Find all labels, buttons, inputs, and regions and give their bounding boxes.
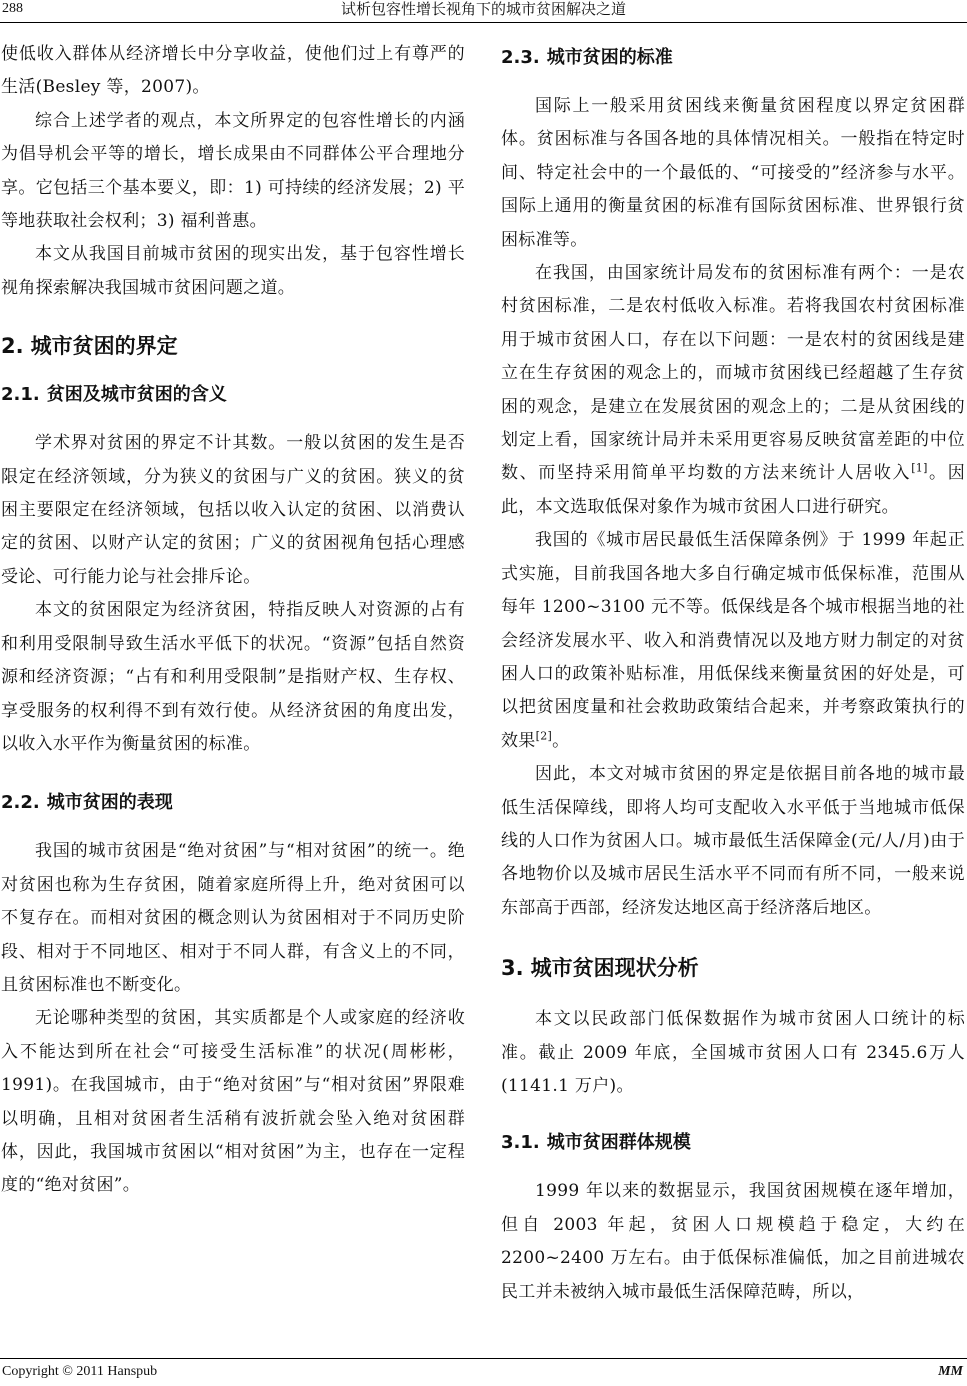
subsection-heading xyxy=(1,791,465,815)
subsection-number: 2.1. xyxy=(1,384,40,406)
subsection-title: 城市贫困群体规模 xyxy=(546,1132,691,1154)
subsection-title: 城市贫困的表现 xyxy=(46,792,173,814)
paragraph: 本文的贫困限定为经济贫困，特指反映人对资源的占有和利用受限制导致生活水平低下的状况。“资源”包括自然资源和经济资源；“占有和利用受限制”是指财产权、生存权、享受服务的权利得不到有效行使。从经济贫困的角度出发，以收入水平作为衡量贫困的标准。 xyxy=(1,600,465,754)
paragraph: 使低收入群体从经济增长中分享收益，使他们过上有尊严的生活(Besley 等，2007)。 xyxy=(1,44,465,98)
citation-ref: [1] xyxy=(911,461,928,475)
section-title: 城市贫困的界定 xyxy=(30,334,178,359)
paragraph-text: 在我国，由国家统计局发布的贫困标准有两个：一是农村贫困标准，二是农村低收入标准。若将我国农村贫困标准用于城市贫困人口，存在以下问题：一是农村的贫困线是建立在生存贫困的观念上的，而城市贫困线已经超越了生存贫困的观念，是建立在发展贫困的观念上的；二是从贫困线的划定上看，国家统计局并未采用更容易反映贫富差距的中位数、而坚持采用简单平均数的方法来统计人居收入 xyxy=(501,263,965,484)
section-number: 3. xyxy=(501,956,524,981)
left-column xyxy=(1,38,465,1203)
page-header xyxy=(0,0,967,23)
paragraph: 综合上述学者的观点，本文所界定的包容性增长的内涵为倡导机会平等的增长，增长成果由不同群体公平合理地分享。它包括三个基本要义，即：1) 可持续的经济发展；2) 平等地获取社会权利；3) 福利普惠。 xyxy=(1,110,465,232)
page-number: 288 xyxy=(2,1,23,16)
section-title: 城市贫困现状分析 xyxy=(530,956,699,981)
subsection-number: 2.2. xyxy=(1,792,40,814)
paragraph-text: 。因此，本文选取低保对象作为城市贫困人口进行研究。 xyxy=(501,463,965,517)
paragraph-text: 我国的《城市居民最低生活保障条例》于 1999 年起正式实施，目前我国各地大多自行确定城市低保标准，范围从每年 1200~3100 元不等。低保线是各个城市根据当地的社会经济发展水平、收入和消费情况以及地方财力制定的对贫困人口的政策补贴标准，用低保线来衡量贫困的好处是，可以把贫困度量和社会救助政策结合起来，并考察政策执行的效果 xyxy=(501,530,965,751)
citation-ref: [2] xyxy=(535,729,553,743)
subsection-title: 城市贫困的标准 xyxy=(546,47,673,68)
paragraph-text: 。 xyxy=(552,730,570,751)
subsection-title: 贫困及城市贫困的含义 xyxy=(46,384,227,406)
paragraph: 本文以民政部门低保数据作为城市贫困人口统计的标准。截止 2009 年底，全国城市贫困人口有 2345.6万人(1141.1 万户)。 xyxy=(501,1009,965,1096)
paragraph: 1999 年以来的数据显示，我国贫困规模在逐年增加，但自 2003 年起，贫困人口规模趋于稳定，大约在2200~2400 万左右。由于低保标准偏低，加之目前进城农民工并未被纳入城市最低生活保障范畴，所以， xyxy=(501,1181,965,1302)
paragraph xyxy=(501,524,965,758)
paragraph: 我国的城市贫困是“绝对贫困”与“相对贫困”的统一。绝对贫困也称为生存贫困，随着家庭所得上升，绝对贫困可以不复存在。而相对贫困的概念则认为贫困相对于不同历史阶段、相对于不同地区、相对于不同人群，有含义上的不同，且贫困标准也不断变化。 xyxy=(1,841,465,995)
paragraph: 本文从我国目前城市贫困的现实出发，基于包容性增长视角探索解决我国城市贫困问题之道。 xyxy=(1,244,465,298)
paragraph: 无论哪种类型的贫困，其实质都是个人或家庭的经济收入不能达到所在社会“可接受生活标准”的状况(周彬彬，1991)。在我国城市，由于“绝对贫困”与“相对贫困”界限难以明确，且相对贫困者生活稍有波折就会坠入绝对贫困群体，因此，我国城市贫困以“相对贫困”为主，也存在一定程度的“绝对贫困”。 xyxy=(1,1008,465,1196)
journal-abbreviation: MM xyxy=(938,1364,963,1379)
subsection-heading xyxy=(1,383,465,407)
section-heading xyxy=(501,955,965,981)
right-column xyxy=(501,38,965,1309)
paragraph: 学术界对贫困的界定不计其数。一般以贫困的发生是否限定在经济领域，分为狭义的贫困与广义的贫困。狭义的贫困主要限定在经济领域，包括以收入认定的贫困、以消费认定的贫困、以财产认定的贫困；广义的贫困视角包括心理感受论、可行能力论与社会排斥论。 xyxy=(1,433,465,587)
running-title: 试析包容性增长视角下的城市贫困解决之道 xyxy=(340,0,626,18)
paragraph: 国际上一般采用贫困线来衡量贫困程度以界定贫困群体。贫困标准与各国各地的具体情况相关。一般指在特定时间、特定社会中的一个最低的、“可接受的”经济参与水平。国际上通用的衡量贫困的标准有国际贫困标准、世界银行贫困标准等。 xyxy=(501,96,965,250)
subsection-number: 3.1. xyxy=(501,1132,540,1154)
subsection-number: 2.3. xyxy=(501,47,540,68)
section-number: 2. xyxy=(1,334,24,359)
paragraph: 因此，本文对城市贫困的界定是依据目前各地的城市最低生活保障线，即将人均可支配收入水平低于当地城市低保线的人口作为贫困人口。城市最低生活保障金(元/人/月)由于各地物价以及城市居民生活水平不同而有所不同，一般来说东部高于西部，经济发达地区高于经济落后地区。 xyxy=(501,764,965,918)
page-footer xyxy=(0,1358,967,1385)
subsection-heading xyxy=(501,46,965,70)
copyright-notice: Copyright © 2011 Hanspub xyxy=(2,1364,158,1379)
paragraph xyxy=(501,257,965,524)
subsection-heading xyxy=(501,1131,965,1155)
section-heading xyxy=(1,333,465,359)
